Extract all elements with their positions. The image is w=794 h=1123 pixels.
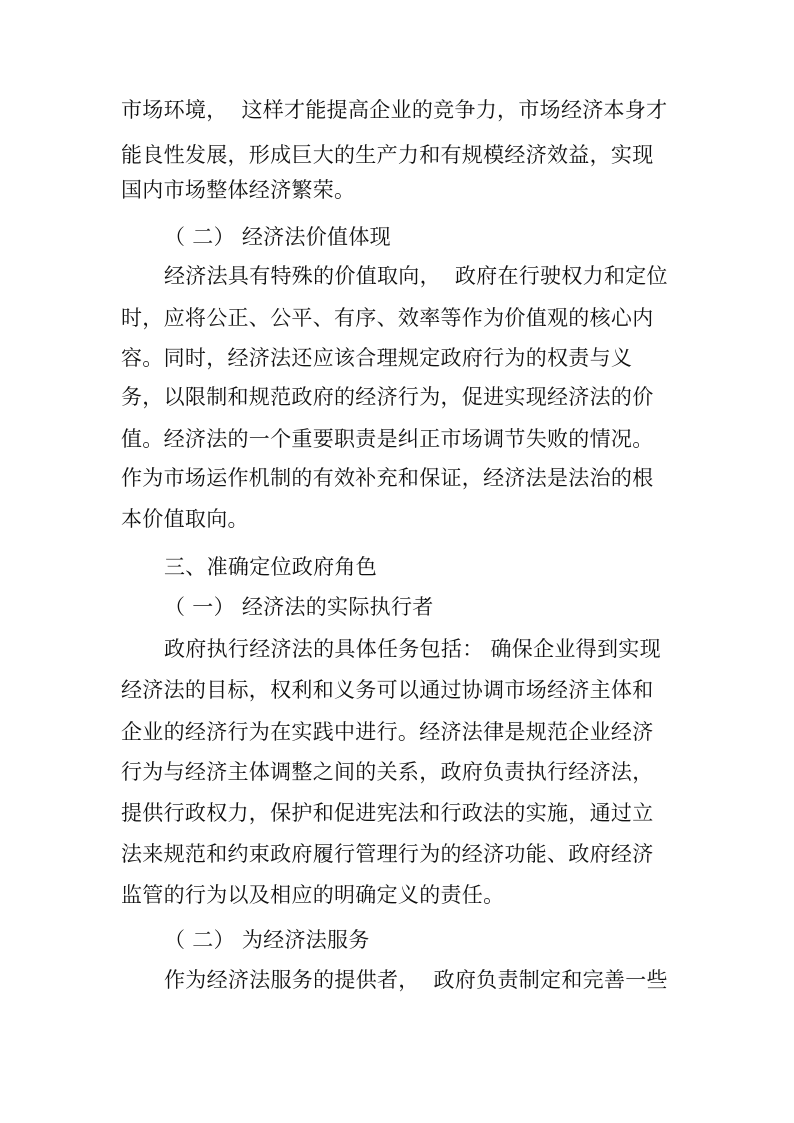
text-line: 作为经济法服务的提供者， 政府负责制定和完善一些 [164,968,668,992]
section-heading: （ 一） 经济法的实际执行者 [164,595,434,619]
text-line: 监管的行为以及相应的明确定义的责任。 [121,883,505,907]
section-heading: （ 二） 为经济法服务 [164,928,370,952]
text-line: 时，应将公正、公平、有序、效率等作为价值观的核心内 [121,306,654,330]
section-heading: 三、准确定位政府角色 [164,555,377,579]
text-line: 值。经济法的一个重要职责是纠正市场调节失败的情况。 [121,427,654,451]
text-line: 国内市场整体经济繁荣。 [121,178,356,202]
text-line: 政府执行经济法的具体任务包括： 确保企业得到实现 [164,637,661,661]
text-line: 法来规范和约束政府履行管理行为的经济功能、政府经济 [121,842,654,866]
text-line: 作为市场运作机制的有效补充和保证，经济法是法治的根 [121,466,654,490]
text-line: 市场环境， 这样才能提高企业的竞争力，市场经济本身才 [121,98,668,122]
section-heading: （ 二） 经济法价值体现 [164,225,391,249]
text-line: 本价值取向。 [121,507,249,531]
text-line: 提供行政权力，保护和促进宪法和行政法的实施，通过立 [121,801,654,825]
text-line: 务，以限制和规范政府的经济行为，促进实现经济法的价 [121,385,654,409]
text-line: 经济法的目标，权利和义务可以通过协调市场经济主体和 [121,678,654,702]
text-line: 经济法具有特殊的价值取向， 政府在行驶权力和定位 [164,264,668,288]
text-line: 企业的经济行为在实践中进行。经济法律是规范企业经济 [121,720,654,744]
text-line: 行为与经济主体调整之间的关系，政府负责执行经济法， [121,760,654,784]
text-line: 能良性发展，形成巨大的生产力和有规模经济效益，实现 [121,143,654,167]
text-line: 容。同时，经济法还应该合理规定政府行为的权责与义 [121,346,633,370]
